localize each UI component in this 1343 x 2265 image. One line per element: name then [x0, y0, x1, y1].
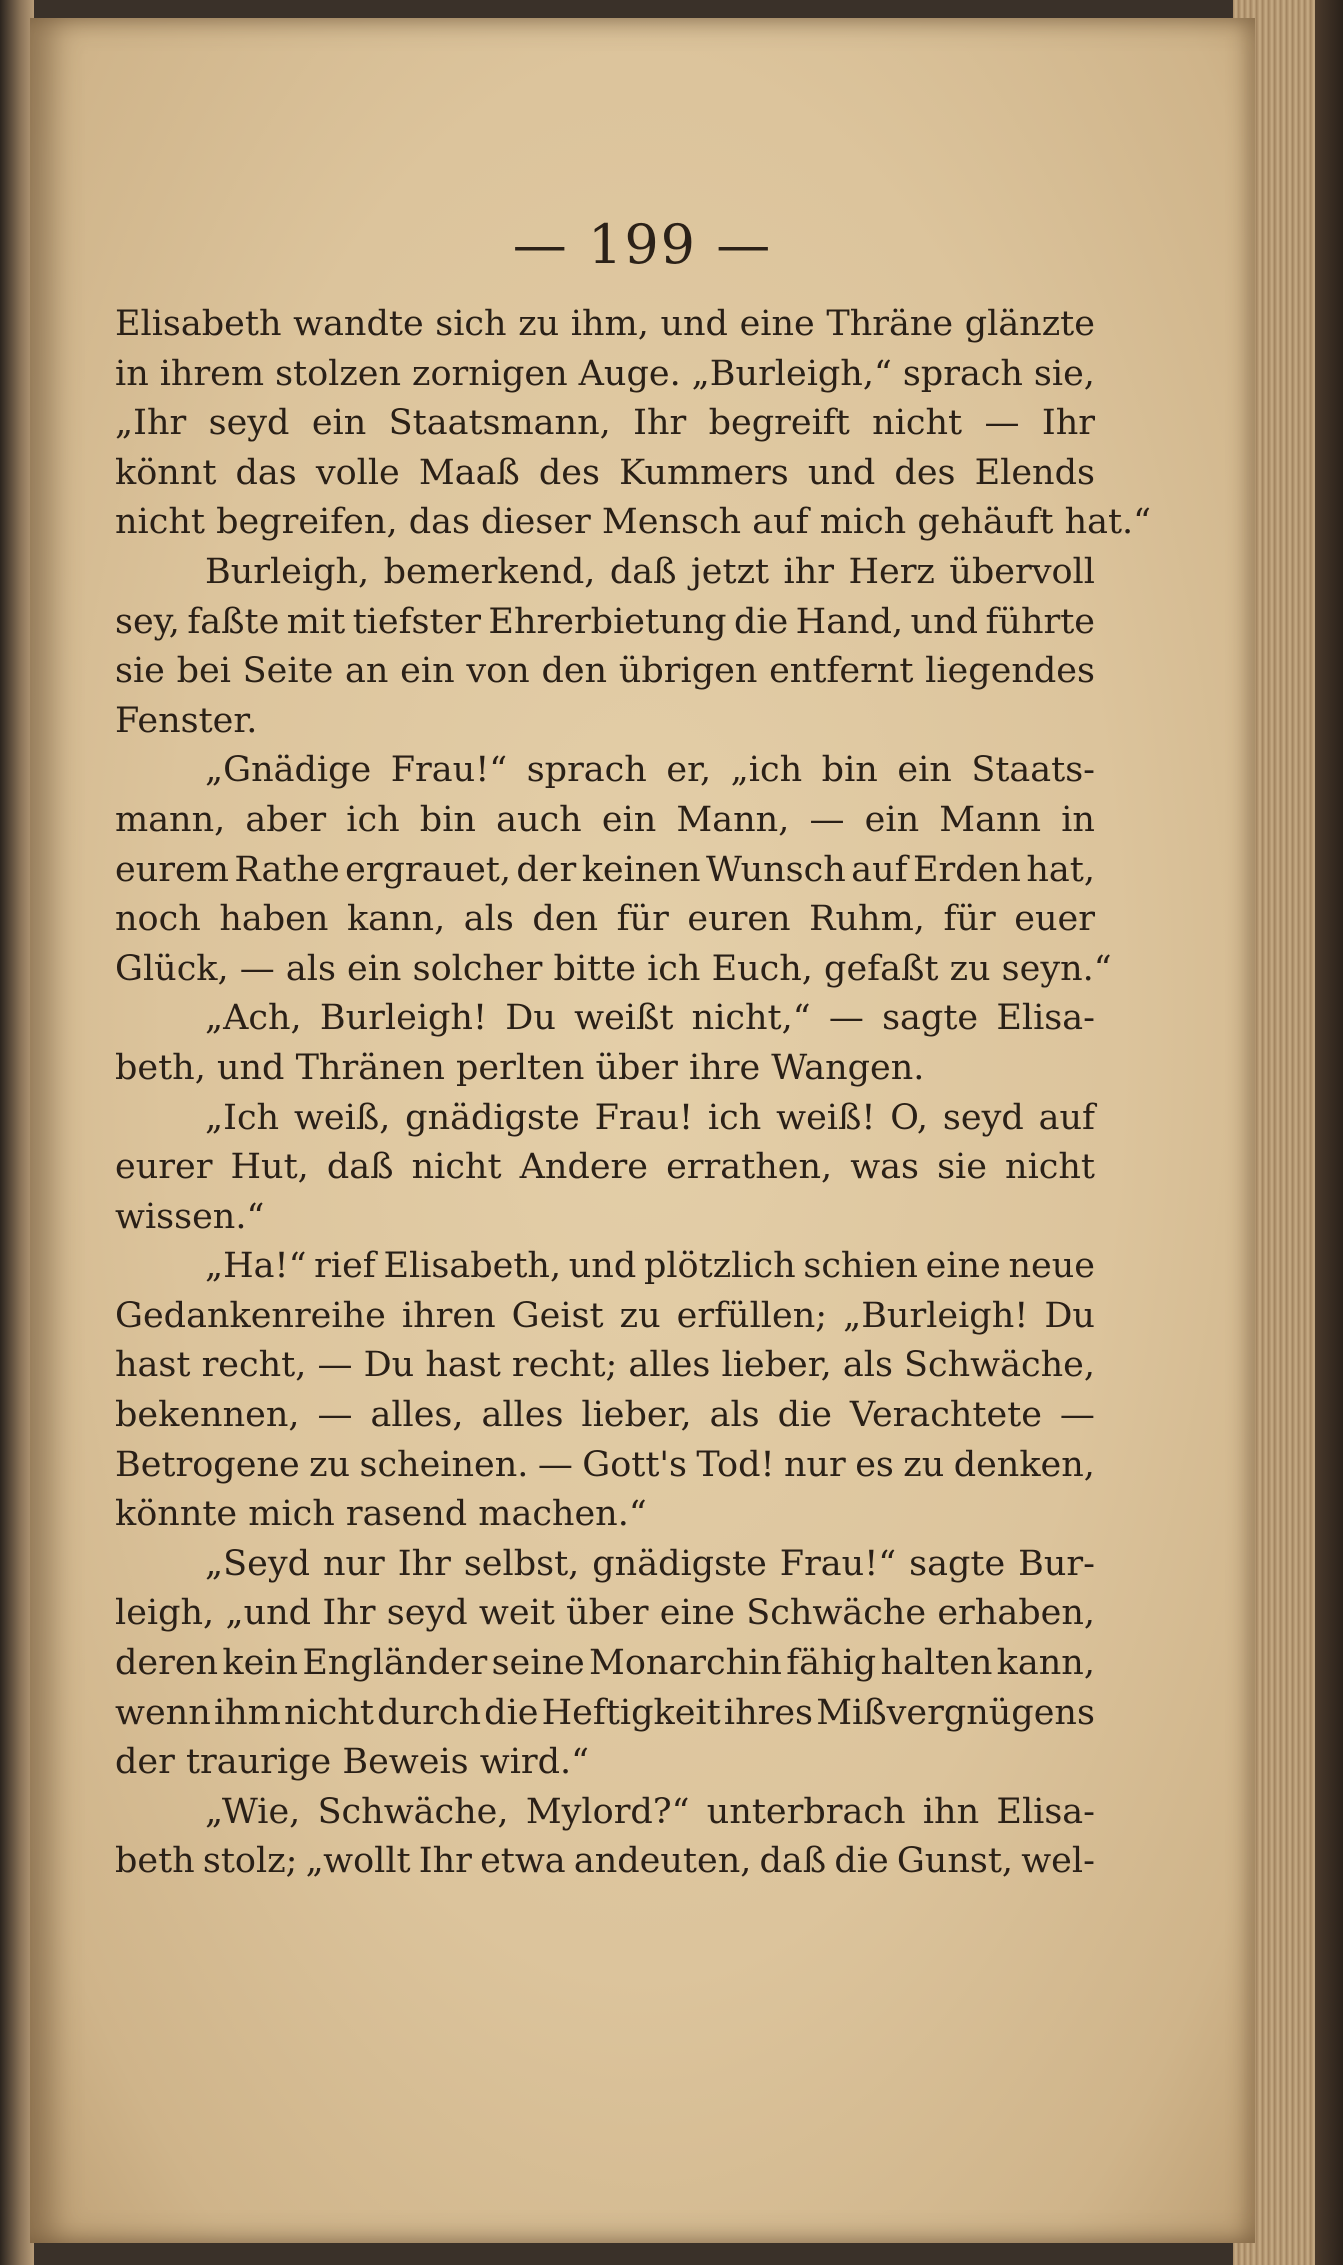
text-line: eurem Rathe ergrauet, der keinen Wunsch auf Erden hat, [115, 849, 1095, 890]
page-number: — 199 — [512, 213, 773, 276]
text-line: „Ha!“ rief Elisabeth, und plötzlich schien eine neue [205, 1246, 1095, 1287]
text-line: noch haben kann, als den für euren Ruhm, für euer [115, 899, 1095, 940]
text-line: leigh, „und Ihr seyd weit über eine Schwäche erhaben, [115, 1593, 1095, 1634]
text-line: bekennen, — alles, alles lieber, als die Verachtete — [115, 1395, 1095, 1436]
text-line: „Ich weiß, gnädigste Frau! ich weiß! O, seyd auf [205, 1097, 1095, 1138]
text-line: sey, faßte mit tiefster Ehrerbietung die Hand, und führte [115, 601, 1095, 642]
book-left-edge [0, 0, 34, 2265]
text-line: könnt das volle Maaß des Kummers und des Elends [115, 452, 1095, 493]
text-line: Elisabeth wandte sich zu ihm, und eine Thräne glänzte [115, 304, 1095, 344]
text-line: „Wie, Schwäche, Mylord?“ unterbrach ihn Elisa- [205, 1791, 1095, 1832]
text-line: der traurige Beweis wird.“ [115, 1742, 590, 1783]
text-line: „Ach, Burleigh! Du weißt nicht,“ — sagte Elisa- [205, 998, 1095, 1039]
text-line: in ihrem stolzen zornigen Auge. „Burleigh,“ sprach sie, [115, 353, 1095, 394]
text-line: sie bei Seite an ein von den übrigen entfernt liegendes [115, 651, 1095, 692]
text-line: eurer Hut, daß nicht Andere errathen, was sie nicht [115, 1147, 1095, 1188]
text-line: „Ihr seyd ein Staatsmann, Ihr begreift nicht — Ihr [115, 403, 1095, 444]
page-body-text [115, 300, 1152, 1887]
text-line: Glück, — als ein solcher bitte ich Euch, gefaßt zu seyn.“ [115, 948, 1112, 989]
text-line: Burleigh, bemerkend, daß jetzt ihr Herz übervoll [205, 551, 1095, 592]
text-line: mann, aber ich bin auch ein Mann, — ein Mann in [115, 799, 1095, 840]
book-page [30, 18, 1255, 2243]
text-line: Betrogene zu scheinen. — Gott's Tod! nur es zu denken, [115, 1444, 1095, 1485]
text-line: Gedankenreihe ihren Geist zu erfüllen; „Burleigh! Du [115, 1295, 1095, 1336]
text-line: hast recht, — Du hast recht; alles lieber, als Schwäche, [115, 1345, 1095, 1386]
text-line: könnte mich rasend machen.“ [115, 1494, 647, 1535]
text-line: beth, und Thränen perlten über ihre Wangen. [115, 1047, 925, 1088]
book-cover-edge [1315, 0, 1343, 2265]
text-line: beth stolz; „wollt Ihr etwa andeuten, daß die Gunst, wel- [115, 1841, 1095, 1882]
text-line: wissen.“ [115, 1196, 265, 1237]
text-line: „Gnädige Frau!“ sprach er, „ich bin ein Staats- [205, 750, 1095, 791]
text-line: wenn ihm nicht durch die Heftigkeit ihres Mißvergnügens [115, 1692, 1095, 1733]
text-line: nicht begreifen, das dieser Mensch auf mich gehäuft hat.“ [115, 502, 1152, 543]
text-line: „Seyd nur Ihr selbst, gnädigste Frau!“ sagte Bur- [205, 1543, 1095, 1584]
text-line: Fenster. [115, 700, 258, 741]
text-line: deren kein Engländer seine Monarchin fähig halten kann, [115, 1643, 1095, 1684]
